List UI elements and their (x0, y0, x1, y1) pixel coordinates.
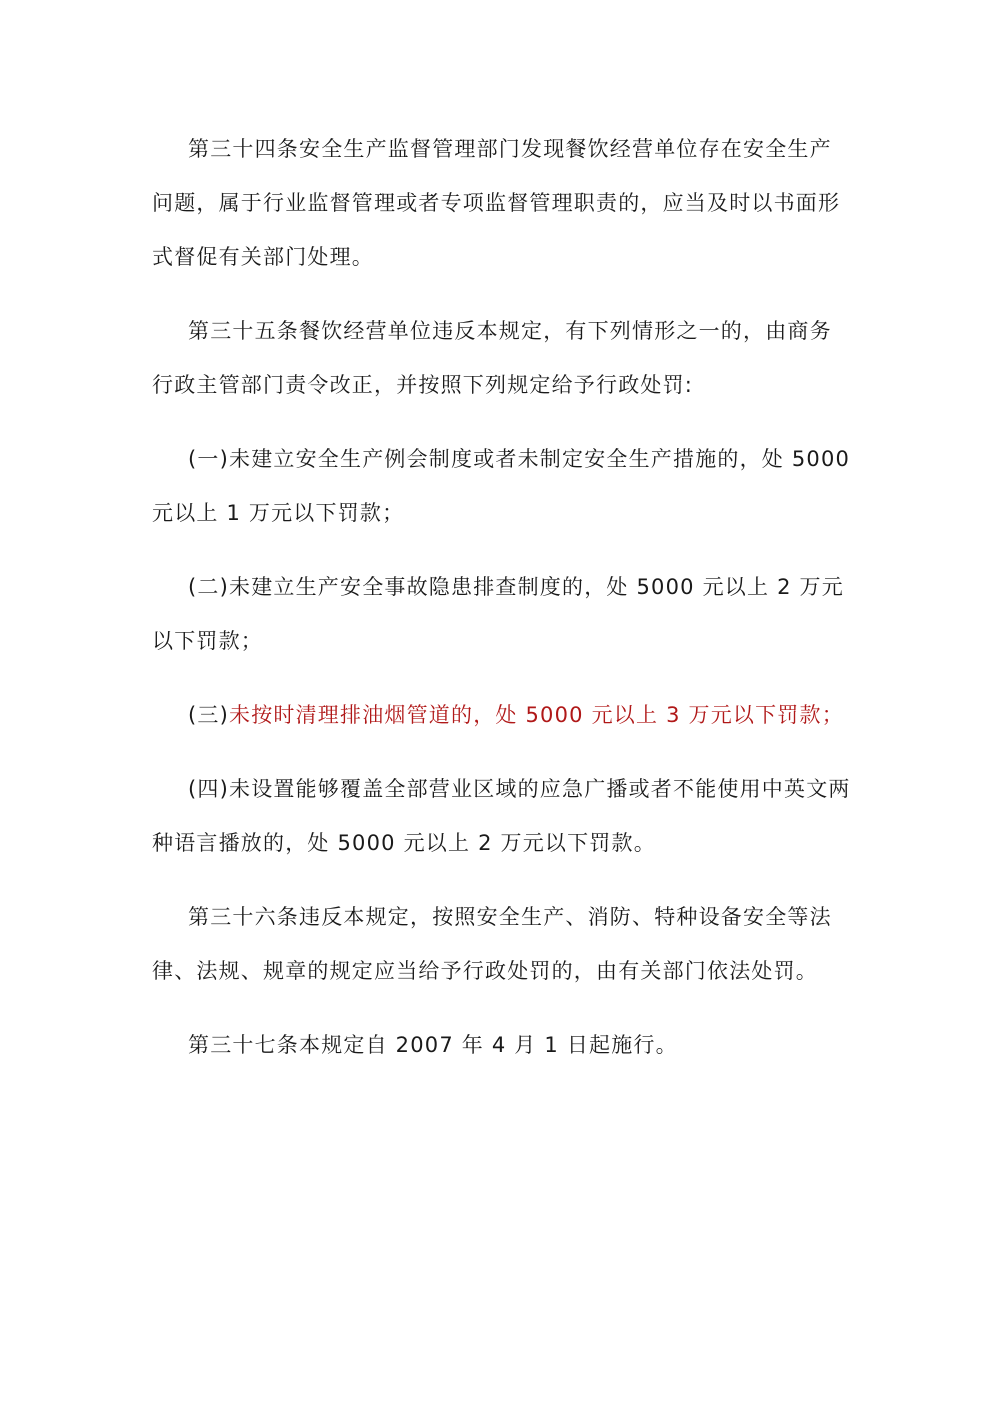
article-37-paragraph (152, 1018, 852, 1072)
item-3-label: (三) (188, 703, 229, 727)
article-34-text: 第三十四条安全生产监督管理部门发现餐饮经营单位存在安全生产问题，属于行业监督管理或者专项监督管理职责的，应当及时以书面形式督促有关部门处理。 (152, 137, 841, 269)
article-34-paragraph (152, 122, 852, 284)
item-2-text: 未建立生产安全事故隐患排查制度的，处 5000 元以上 2 万元以下罚款； (152, 575, 844, 653)
article-36-text: 第三十六条违反本规定，按照安全生产、消防、特种设备安全等法律、法规、规章的规定应当给予行政处罚的，由有关部门依法处罚。 (152, 905, 832, 983)
item-2-paragraph (152, 560, 852, 668)
item-4-label: (四) (188, 777, 229, 801)
article-37-text: 第三十七条本规定自 2007 年 4 月 1 日起施行。 (188, 1033, 678, 1057)
item-4-text: 未设置能够覆盖全部营业区域的应急广播或者不能使用中英文两种语言播放的，处 5000 元以上 2 万元以下罚款。 (152, 777, 851, 855)
article-35-text: 第三十五条餐饮经营单位违反本规定，有下列情形之一的，由商务行政主管部门责令改正，并按照下列规定给予行政处罚: (152, 319, 832, 397)
item-3-paragraph (152, 688, 852, 742)
item-4-paragraph (152, 762, 852, 870)
article-35-paragraph (152, 304, 852, 412)
article-36-paragraph (152, 890, 852, 998)
item-2-label: (二) (188, 575, 229, 599)
item-1-paragraph (152, 432, 852, 540)
item-1-label: (一) (188, 447, 229, 471)
document-page (152, 122, 852, 1092)
item-3-highlighted-text: 未按时清理排油烟管道的，处 5000 元以上 3 万元以下罚款； (229, 703, 844, 727)
item-1-text: 未建立安全生产例会制度或者未制定安全生产措施的，处 5000 元以上 1 万元以下罚款； (152, 447, 851, 525)
